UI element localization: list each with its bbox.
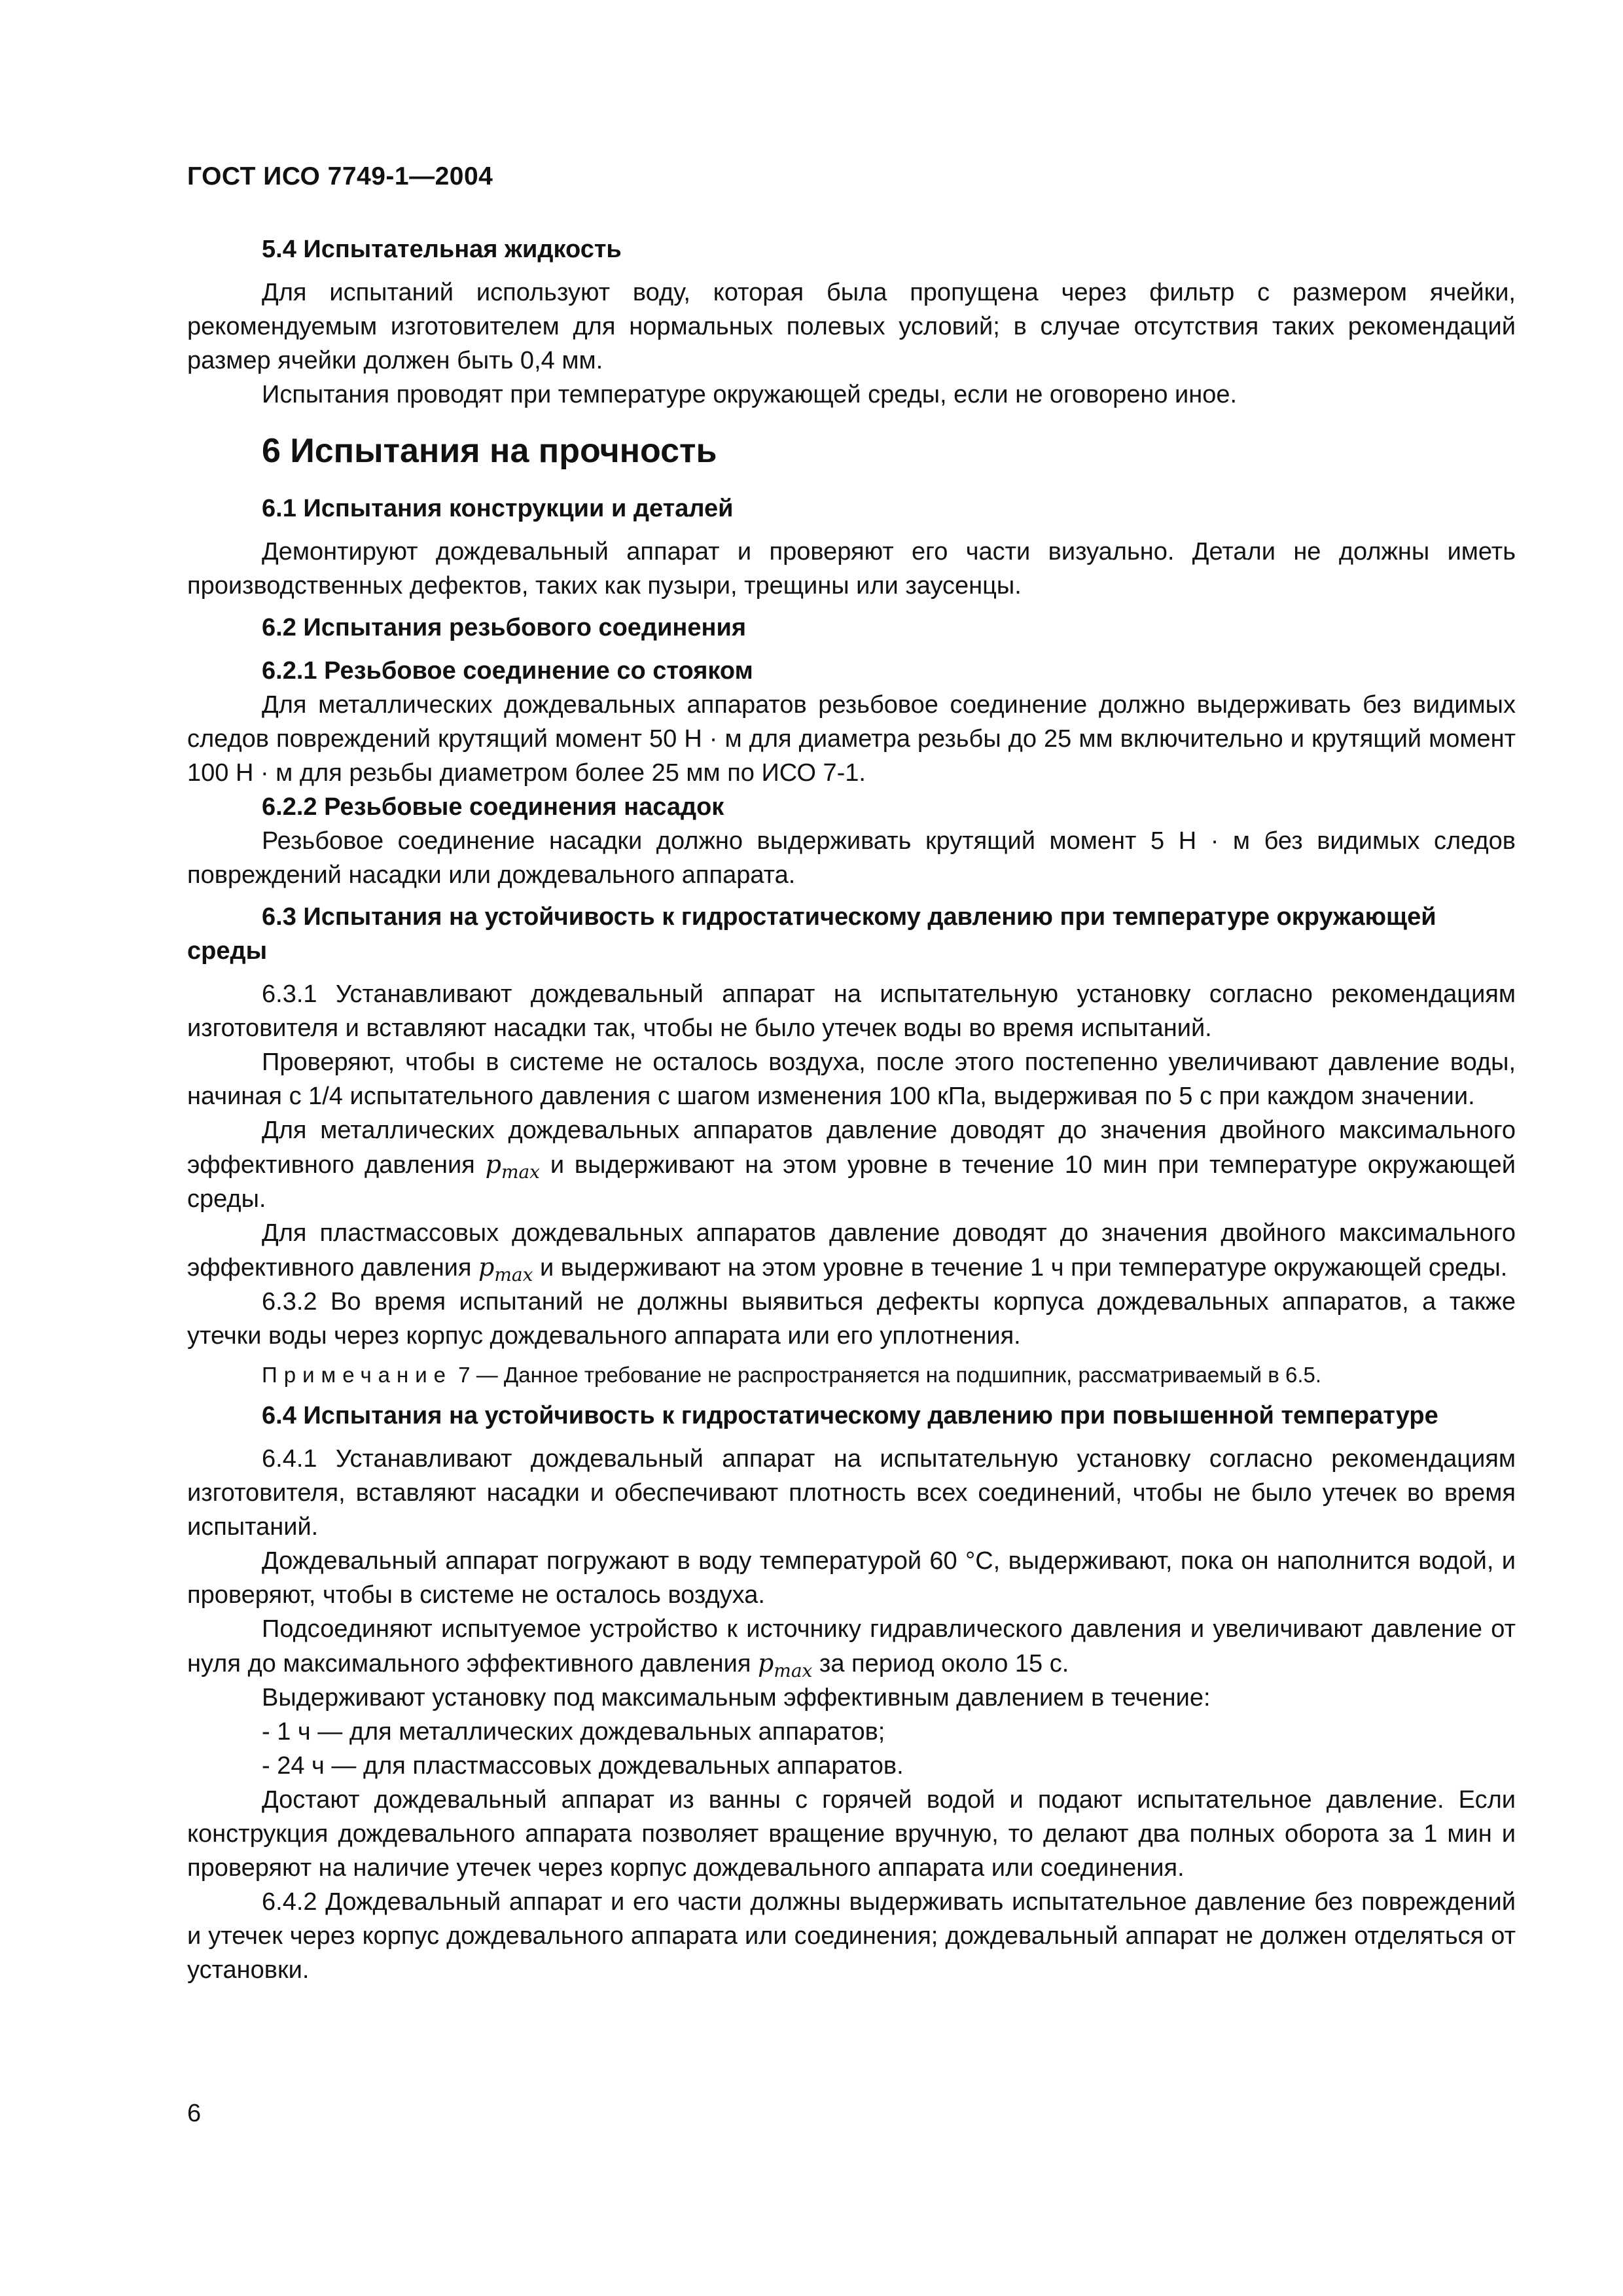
section-6-1-title: 6.1 Испытания конструкции и деталей xyxy=(262,495,734,522)
list-item: - 1 ч — для металлических дождевальных аппаратов; xyxy=(262,1718,885,1746)
section-6-3-paragraph-4 xyxy=(187,1216,1516,1285)
paragraph-text: за период около 15 с. xyxy=(812,1650,1069,1677)
document-header: ГОСТ ИСО 7749-1—2004 xyxy=(187,162,493,190)
section-6-4-title: 6.4 Испытания на устойчивость к гидростатическому давлению при повышенной температуре xyxy=(262,1402,1438,1429)
note-text: 7 — Данное требование не распространяется на подшипник, рассматриваемый в 6.5. xyxy=(452,1363,1322,1387)
section-6-1-paragraph: Демонтируют дождевальный аппарат и проверяют его части визуально. Детали не должны иметь производственных дефектов, таких как пузыри, трещины или заусенцы. xyxy=(187,538,1516,600)
section-6-4-paragraph-4: Выдерживают установку под максимальным эффективным давлением в течение: xyxy=(262,1684,1211,1712)
paragraph-text: Для пластмассовых дождевальных аппаратов давление доводят до значения двойного максимального эффективного давления xyxy=(187,1219,1516,1282)
section-6-2-2-title: 6.2.2 Резьбовые соединения насадок xyxy=(262,793,724,821)
section-6-3-2-paragraph: 6.3.2 Во время испытаний не должны выявиться дефекты корпуса дождевальных аппаратов, а также утечки воды через корпус дождевального аппарата или его уплотнения. xyxy=(187,1288,1516,1350)
section-6-3-paragraph-2: Проверяют, чтобы в системе не осталось воздуха, после этого постепенно увеличивают давление воды, начиная с 1/4 испытательного давления с шагом изменения 100 кПа, выдерживая по 5 с при каждом значении. xyxy=(187,1049,1516,1110)
page-number: 6 xyxy=(187,2100,202,2127)
section-6-3-title: 6.3 Испытания на устойчивость к гидростатическому давлению при температуре окружающей среды xyxy=(187,903,1436,965)
section-6-2-title: 6.2 Испытания резьбового соединения xyxy=(262,614,746,641)
section-6-3-1-paragraph: 6.3.1 Устанавливают дождевальный аппарат на испытательную установку согласно рекомендациям изготовителя и вставляют насадки так, чтобы не было утечек воды во время испытаний. xyxy=(187,980,1516,1042)
section-5-4-paragraph-1: Для испытаний используют воду, которая была пропущена через фильтр с размером ячейки, рекомендуемым изготовителем для нормальных полевых условий; в случае отсутствия таких рекомендаций размер ячейки должен быть 0,4 мм. xyxy=(187,279,1516,374)
section-6-4-paragraph-3 xyxy=(187,1612,1516,1681)
paragraph-text: и выдерживают на этом уровне в течение 1 ч при температуре окружающей среды. xyxy=(533,1254,1508,1282)
symbol-sub: max xyxy=(774,1660,813,1681)
section-6-4-1-paragraph: 6.4.1 Устанавливают дождевальный аппарат на испытательную установку согласно рекомендациям изготовителя, вставляют насадки и обеспечивают плотность всех соединений, чтобы не было утечек во время испытаний. xyxy=(187,1445,1516,1541)
note-label: Примечание xyxy=(262,1363,453,1387)
section-6-3-paragraph-3 xyxy=(187,1113,1516,1216)
section-5-4-paragraph-2: Испытания проводят при температуре окружающей среды, если не оговорено иное. xyxy=(262,381,1238,408)
symbol-p: p xyxy=(757,1649,774,1677)
pmax-symbol xyxy=(485,1150,540,1183)
section-6-4-paragraph-2: Дождевальный аппарат погружают в воду температурой 60 °С, выдерживают, пока он наполнится водой, и проверяют, чтобы в системе не осталось воздуха. xyxy=(187,1547,1516,1609)
section-6-2-1-title: 6.2.1 Резьбовое соединение со стояком xyxy=(262,657,753,685)
section-6-title: 6 Испытания на прочность xyxy=(262,432,717,470)
section-5-4-title: 5.4 Испытательная жидкость xyxy=(262,236,622,263)
symbol-p: p xyxy=(478,1253,495,1282)
symbol-sub: max xyxy=(494,1264,533,1285)
symbol-p: p xyxy=(485,1150,501,1179)
pmax-symbol xyxy=(478,1253,533,1285)
section-6-2-1-paragraph: Для металлических дождевальных аппаратов резьбовое соединение должно выдерживать без видимых следов повреждений крутящий момент 50 Н · м для диаметра резьбы до 25 мм включительно и крутящий момент 100 Н · м для резьбы диаметром более 25 мм по ИСО 7-1. xyxy=(187,691,1516,787)
paragraph-text: и выдерживают на этом уровне в течение 10 мин при температуре окружающей среды. xyxy=(187,1151,1516,1213)
symbol-sub: max xyxy=(501,1161,540,1183)
section-6-4-2-paragraph: 6.4.2 Дождевальный аппарат и его части должны выдерживать испытательное давление без повреждений и утечек через корпус дождевального аппарата или соединения; дождевальный аппарат не должен отделяться от установки. xyxy=(187,1888,1516,1984)
document-body xyxy=(187,232,1516,1987)
paragraph-text: Для металлических дождевальных аппаратов давление доводят до значения двойного максимального эффективного давления xyxy=(187,1117,1516,1179)
list-item: - 24 ч — для пластмассовых дождевальных аппаратов. xyxy=(262,1752,904,1780)
note-7 xyxy=(187,1358,1516,1392)
paragraph-text: Подсоединяют испытуемое устройство к источнику гидравлического давления и увеличивают давление от нуля до максимального эффективного давления xyxy=(187,1615,1516,1677)
pmax-symbol xyxy=(757,1649,813,1681)
section-6-4-paragraph-5: Достают дождевальный аппарат из ванны с горячей водой и подают испытательное давление. Если конструкция дождевального аппарата позволяет вращение вручную, то делают два полных оборота за 1 мин и проверяют на наличие утечек через корпус дождевального аппарата или соединения. xyxy=(187,1786,1516,1882)
section-6-2-2-paragraph: Резьбовое соединение насадки должно выдерживать крутящий момент 5 Н · м без видимых следов повреждений насадки или дождевального аппарата. xyxy=(187,827,1516,889)
